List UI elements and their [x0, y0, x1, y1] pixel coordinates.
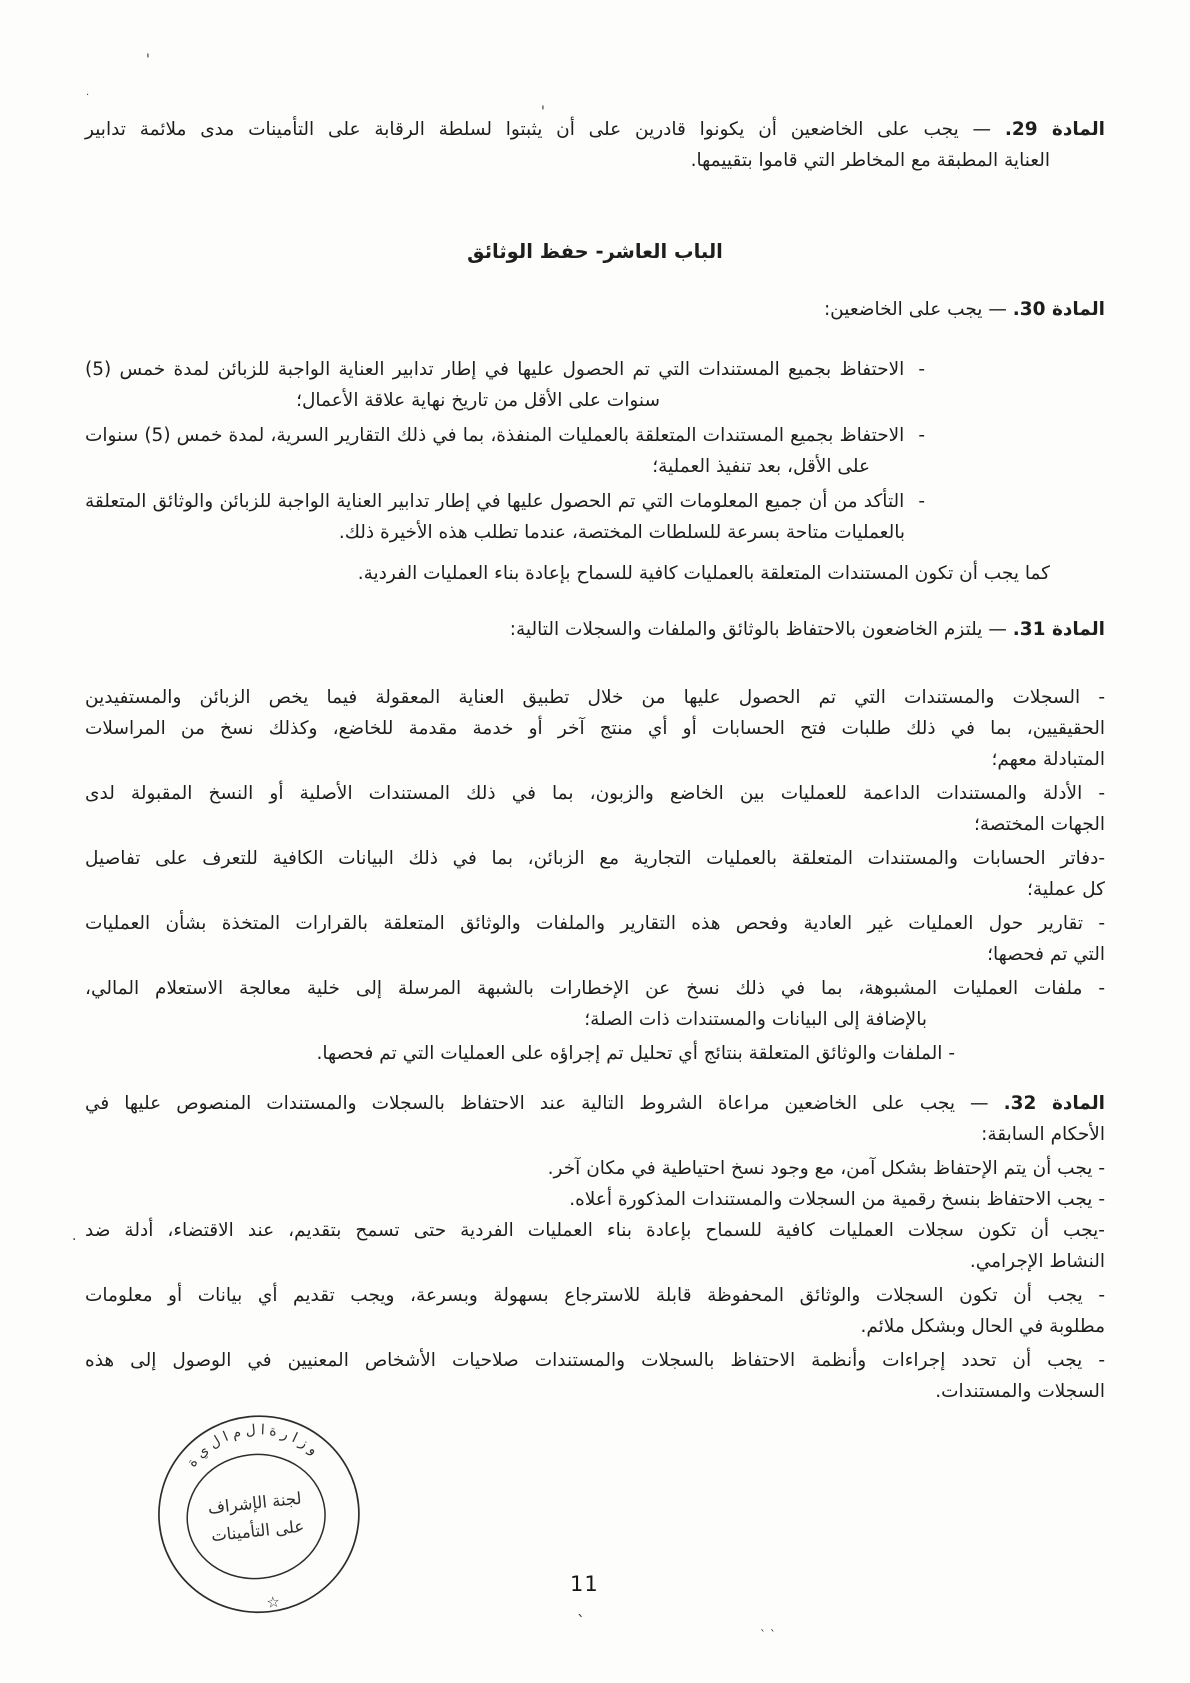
bullet-2-line-1 [85, 422, 1105, 449]
seal-inner-circle [181, 1448, 331, 1586]
article-29-line-1 [85, 116, 1105, 143]
seal-inner-text-2: على التأمينات [210, 1516, 306, 1546]
a32-item-3-line-1: -يجب أن تكون سجلات العمليات كافية للسماح بإعادة بناء العمليات الفردية حتى تسمح بتقديم، عند الاقتضاء، أدلة ضد [85, 1220, 1105, 1241]
article-31-label: المادة 31. [1012, 619, 1105, 640]
a31-item-5-line-1: - ملفات العمليات المشبوهة، بما في ذلك نسخ عن الإخطارات بالشبهة المرسلة إلى خلية معالجة الاستعلام المالي، [85, 978, 1105, 999]
a31-item-6-line-1: - الملفات والوثائق المتعلقة بنتائج أي تحليل تم إجراؤه على العمليات التي تم فحصها. [316, 1043, 955, 1064]
a31-item-1-line-3: المتبادلة معهم؛ [991, 749, 1105, 770]
scan-artifact: ` [577, 1612, 585, 1631]
article-29-line-2: العناية المطبقة مع المخاطر التي قاموا بتقييمها. [690, 150, 1050, 171]
scan-artifact: ' [541, 104, 545, 120]
seal-ring-text: و ز ا ر ة ا ل م ا ل ي ة [184, 1422, 321, 1471]
bullet-2-text: الاحتفاظ بجميع المستندات المتعلقة بالعمليات المنفذة، بما في ذلك التقارير السرية، لمدة خمس (5) سنوات [85, 425, 905, 446]
article-30-label: المادة 30. [1012, 299, 1105, 320]
bullet-1-text: الاحتفاظ بجميع المستندات التي تم الحصول عليها في إطار تدابير العناية الواجبة للزبائن لمدة خمس (5) [85, 359, 905, 380]
a31-item-4-line-2: التي تم فحصها؛ [987, 944, 1105, 965]
a31-item-1-line-1: - السجلات والمستندات التي تم الحصول عليها من خلال تطبيق العناية المعقولة فيما يخص الزبائن والمستفيدين [85, 687, 1105, 708]
a32-item-4-line-2: مطلوبة في الحال وبشكل ملائم. [860, 1316, 1105, 1337]
a32-item-5-line-1: - يجب أن تحدد إجراءات وأنظمة الاحتفاظ بالسجلات والمستندات صلاحيات الأشخاص المعنيين في الوصول إلى هذه [85, 1350, 1105, 1371]
a32-item-1-line-1: - يجب أن يتم الإحتفاظ بشكل آمن، مع وجود نسخ احتياطية في مكان آخر. [547, 1158, 1105, 1179]
seal-star-icon: ☆ [265, 1592, 281, 1612]
article-32-intro-line-2: الأحكام السابقة: [981, 1124, 1105, 1145]
article-30-intro-text: يجب على الخاضعين: [823, 299, 983, 320]
bullet-3-line-2: بالعمليات متاحة بسرعة للسلطات المختصة، عندما تطلب هذه الأخيرة ذلك. [338, 522, 905, 543]
a32-item-3-line-2: النشاط الإجرامي. [969, 1251, 1105, 1272]
dash-bullet: - [918, 425, 926, 446]
dash-bullet: - [918, 359, 925, 380]
dash-bullet: - [918, 491, 925, 512]
scan-artifact: · [86, 90, 90, 101]
a31-item-4-line-1: - تقارير حول العمليات غير العادية وفحص هذه التقارير والملفات والوثائق المتعلقة بالقرارات المتخذة بشأن العمليات [85, 913, 1105, 934]
em-dash: — [988, 299, 1007, 320]
a32-item-2-line-1: - يجب الاحتفاظ بنسخ رقمية من السجلات والمستندات المذكورة أعلاه. [569, 1189, 1105, 1210]
bullet-1-line-1 [85, 356, 1105, 383]
a31-item-1-line-2: الحقيقيين، بما في ذلك طلبات فتح الحسابات أو أي منتج آخر أو خدمة مقدمة للخاضع، وكذلك نسخ من المراسلات [85, 718, 1105, 739]
bullet-2-line-2: على الأقل، بعد تنفيذ العملية؛ [652, 456, 870, 477]
chapter-heading: الباب العاشر- حفظ الوثائق [467, 240, 723, 263]
a31-item-5-line-2: بالإضافة إلى البيانات والمستندات ذات الصلة؛ [584, 1009, 927, 1030]
em-dash: — [988, 619, 1007, 640]
bullet-3-text: التأكد من أن جميع المعلومات التي تم الحصول عليها في إطار تدابير العناية الواجبة للزبائن والوثائق المتعلقة [85, 491, 905, 512]
article-30-intro [85, 296, 1105, 323]
a32-item-4-line-1: - يجب أن تكون السجلات والوثائق المحفوظة قابلة للاسترجاع بسهولة وبسرعة، ويجب تقديم أي بيانات أو معلومات [85, 1285, 1105, 1306]
article-29-text-1: يجب على الخاضعين أن يكونوا قادرين على أن يثبتوا لسلطة الرقابة على التأمينات مدى ملائمة تدابير [85, 119, 959, 140]
article-29-label: المادة 29. [1004, 119, 1105, 140]
article-30-tail: كما يجب أن تكون المستندات المتعلقة بالعمليات كافية للسماح بإعادة بناء العمليات الفردية. [357, 563, 1050, 584]
em-dash: — [970, 1093, 989, 1114]
bullet-3-line-1 [85, 488, 1105, 515]
seal-inner-text-1: لجنة الإشراف [206, 1488, 303, 1518]
page-number: 11 [570, 1572, 599, 1596]
scan-artifact: . [72, 1228, 77, 1244]
a31-item-3-line-2: كل عملية؛ [1027, 879, 1105, 900]
a31-item-3-line-1: -دفاتر الحسابات والمستندات المتعلقة بالعمليات التجارية مع الزبائن، بما في ذلك البيانات الكافية للتعرف على تفاصيل [85, 848, 1105, 869]
scan-artifact: ` ` [760, 1628, 776, 1642]
a32-item-5-line-2: السجلات والمستندات. [935, 1381, 1105, 1402]
bullet-1-line-2: سنوات على الأقل من تاريخ نهاية علاقة الأعمال؛ [296, 390, 660, 411]
a31-item-2-line-1: - الأدلة والمستندات الداعمة للعمليات بين الخاضع والزبون، بما في ذلك المستندات الأصلية أو النسخ المقبولة لدى [85, 783, 1105, 804]
seal-outer-circle [149, 1406, 368, 1622]
article-31-intro [85, 616, 1105, 643]
em-dash: — [972, 119, 992, 140]
article-32-intro-text: يجب على الخاضعين مراعاة الشروط التالية عند الاحتفاظ بالسجلات والمستندات المنصوص عليها في [85, 1093, 956, 1114]
article-32-label: المادة 32. [1003, 1093, 1105, 1114]
article-32-intro-line-1 [85, 1090, 1105, 1117]
scan-artifact: ' [146, 52, 150, 68]
a31-item-2-line-2: الجهات المختصة؛ [973, 814, 1105, 835]
article-31-intro-text: يلتزم الخاضعون بالاحتفاظ بالوثائق والملفات والسجلات التالية: [509, 619, 983, 640]
ministry-seal-stamp [143, 1397, 378, 1632]
